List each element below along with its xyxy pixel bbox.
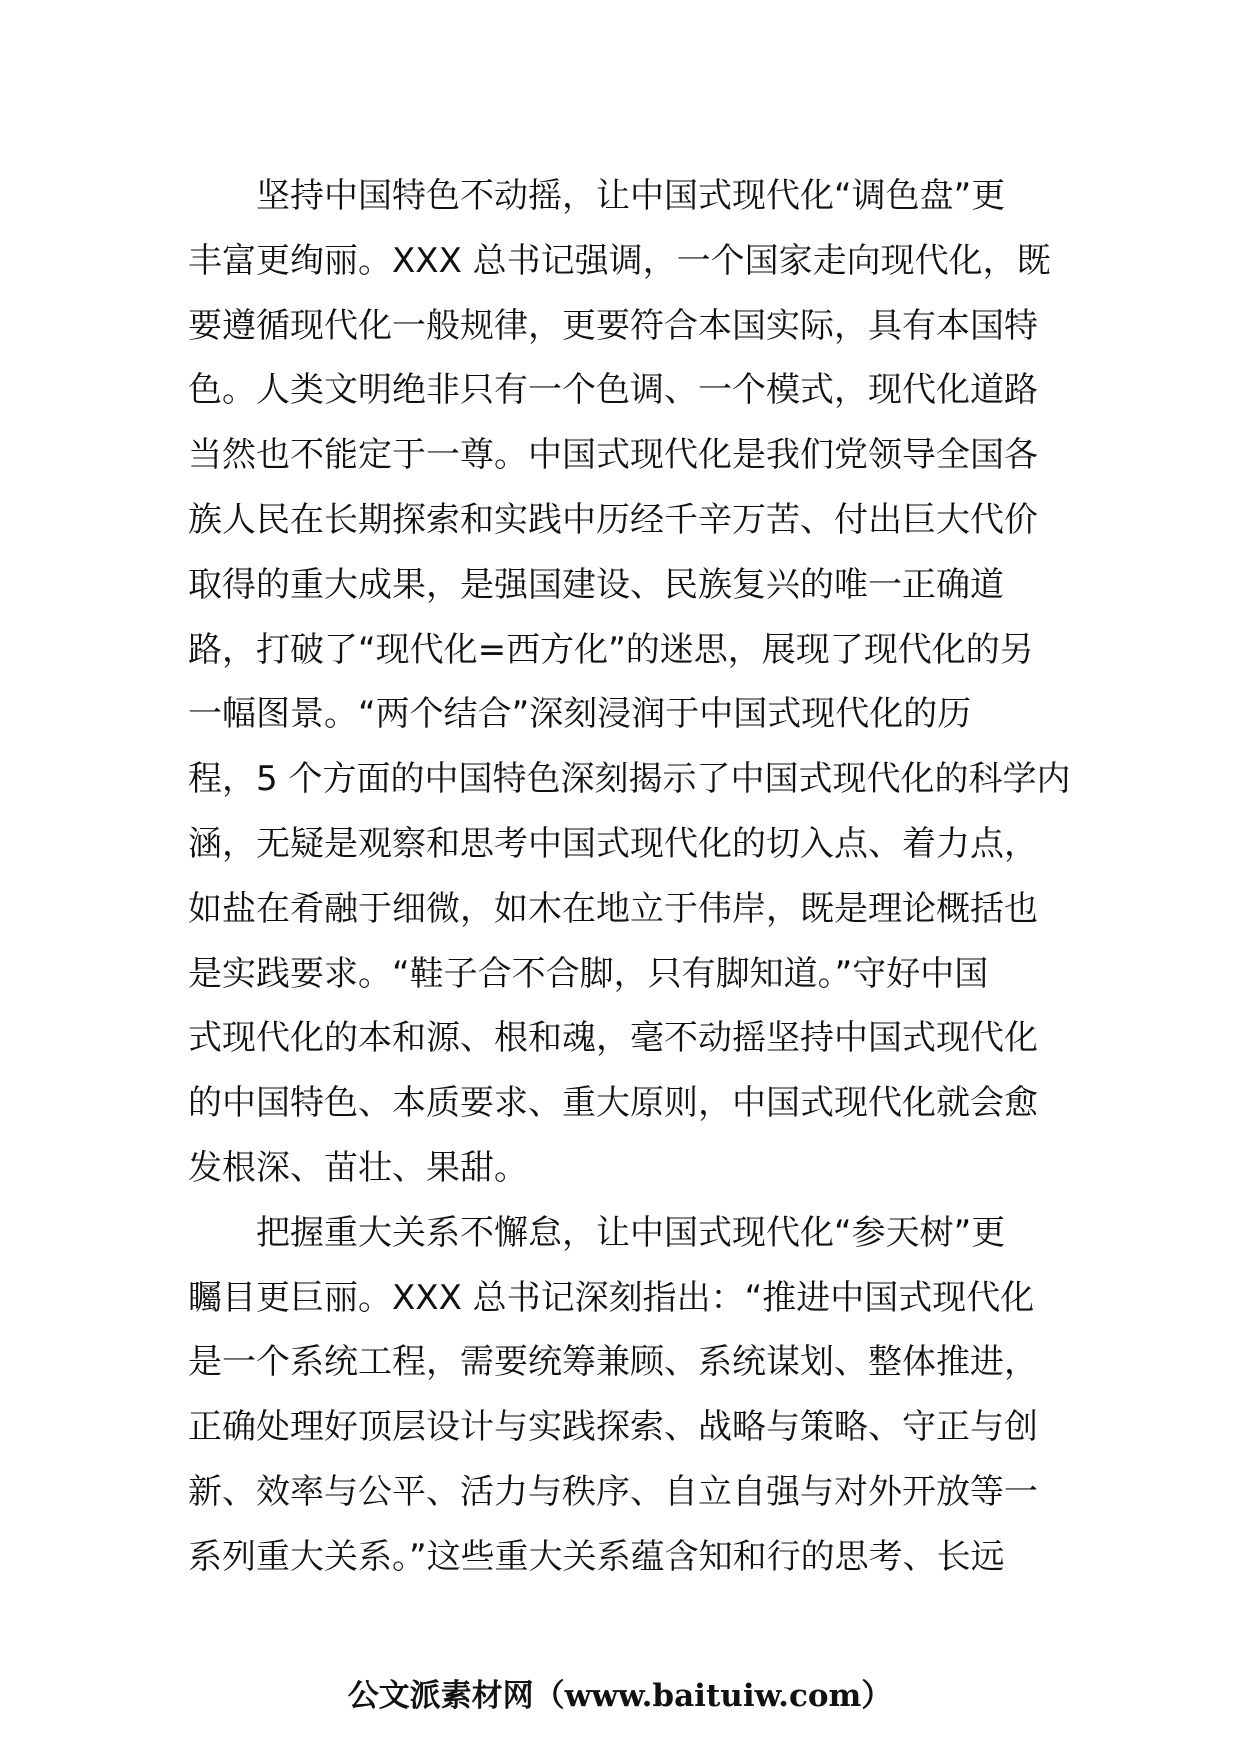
- paragraph-1-line-8: 路，打破了“现代化=西方化”的迷思，展现了现代化的另: [188, 629, 1034, 670]
- paragraph-1-line-2: 丰富更绚丽。XXX 总书记强调，一个国家走向现代化，既: [188, 240, 1051, 281]
- paragraph-1-line-9: 一幅图景。“两个结合”深刻浸润于中国式现代化的历: [188, 694, 972, 735]
- document-body: [188, 164, 1071, 1590]
- paragraph-2-line-3: 是一个系统工程，需要统筹兼顾、系统谋划、整体推进，: [188, 1342, 1038, 1383]
- paragraph-2-line-6: 系列重大关系。”这些重大关系蕴含知和行的思考、长远: [188, 1536, 1005, 1577]
- paragraph-1-line-3: 要遵循现代化一般规律，更要符合本国实际，具有本国特: [188, 305, 1038, 346]
- paragraph-1-line-4: 色。人类文明绝非只有一个色调、一个模式，现代化道路: [188, 370, 1038, 411]
- paragraph-1-line-14: 式现代化的本和源、根和魂，毫不动摇坚持中国式现代化: [188, 1018, 1038, 1059]
- paragraph-2-line-1: 把握重大关系不懈怠，让中国式现代化“参天树”更: [256, 1212, 1006, 1253]
- paragraph-2-line-4: 正确处理好顶层设计与实践探索、战略与策略、守正与创: [188, 1407, 1038, 1448]
- paragraph-2-line-2: 矚目更巨丽。XXX 总书记深刻指出：“推进中国式现代化: [188, 1277, 1035, 1318]
- paragraph-1-line-11: 涵，无疑是观察和思考中国式现代化的切入点、着力点，: [188, 823, 1038, 864]
- paragraph-1-line-16: 发根深、苗壮、果甜。: [188, 1147, 528, 1188]
- paragraph-1-line-5: 当然也不能定于一尊。中国式现代化是我们党领导全国各: [188, 435, 1038, 476]
- paragraph-2-line-5: 新、效率与公平、活力与秩序、自立自强与对外开放等一: [188, 1471, 1038, 1512]
- paragraph-1-line-15: 的中国特色、本质要求、重大原则，中国式现代化就会愈: [188, 1083, 1038, 1124]
- paragraph-1-line-13: 是实践要求。“鞋子合不合脚，只有脚知道。”守好中国: [188, 953, 989, 994]
- paragraph-1-line-1: 坚持中国特色不动摇，让中国式现代化“调色盘”更: [256, 176, 1006, 216]
- paragraph-1-line-10: 程，5 个方面的中国特色深刻揭示了中国式现代化的科学内: [188, 759, 1071, 800]
- paragraph-1-line-7: 取得的重大成果，是强国建设、民族复兴的唯一正确道: [188, 564, 1004, 605]
- page-footer-watermark: 公文派素材网（www.baituiw.com）: [347, 1678, 893, 1714]
- paragraph-1-line-12: 如盐在肴融于细微，如木在地立于伟岸，既是理论概括也: [188, 888, 1038, 929]
- paragraph-1-line-6: 族人民在长期探索和实践中历经千辛万苦、付出巨大代价: [188, 499, 1038, 540]
